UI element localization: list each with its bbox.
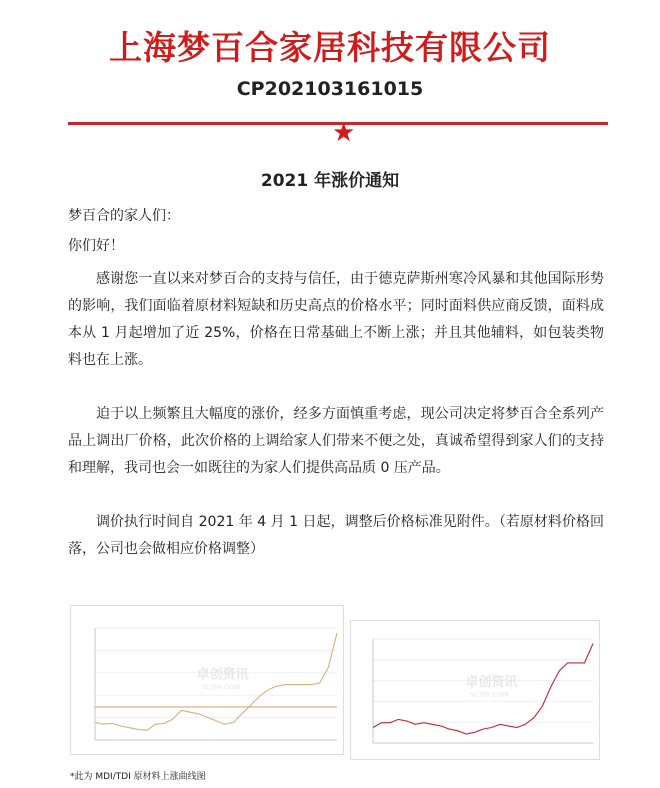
watermark-subtext: SCI99.COM [201, 683, 241, 692]
tdi-price-chart [350, 620, 600, 760]
watermark-subtext: SCI99.COM [469, 690, 509, 699]
chart-canvas [71, 606, 343, 754]
star-icon: ★ [332, 118, 356, 148]
document-code: CP202103161015 [236, 78, 424, 100]
paragraph-2: 迫于以上频繁且大幅度的涨价，经多方面慎重考虑，现公司决定将梦百合全系列产品上调出厂价格，此次价格的上调给家人们带来不便之处，真诚希望得到家人们的支持和理解，我司也会一如既往的为家人们提供高品质 0 压产品。 [68, 406, 604, 476]
paragraph-1: 感谢您一直以来对梦百合的支持与信任，由于德克萨斯州寒冷风暴和其他国际形势的影响，我们面临着原材料短缺和历史高点的价格水平；同时面料供应商反馈，面料成本从 1 月起增加了近 25%，价格在日常基础上不断上涨；并且其他辅料，如包装类物料也在上涨。 [68, 271, 604, 368]
paragraph-3: 调价执行时间自 2021 年 4 月 1 日起，调整后价格标准见附件。（若原材料价格回落，公司也会做相应价格调整） [68, 514, 604, 557]
chart-footnote: *此为 MDI/TDI 原材料上涨曲线图 [70, 772, 206, 782]
salutation: 梦百合的家人们： [68, 208, 180, 224]
watermark-text: 卓创资讯 [465, 674, 518, 690]
greeting: 你们好！ [68, 238, 124, 254]
watermark-text: 卓创资讯 [196, 667, 249, 683]
mdi-price-chart [70, 605, 344, 755]
notice-title: 2021 年涨价通知 [260, 171, 400, 191]
chart-canvas [351, 621, 599, 759]
company-name: 上海梦百合家居科技有限公司 [109, 28, 551, 67]
